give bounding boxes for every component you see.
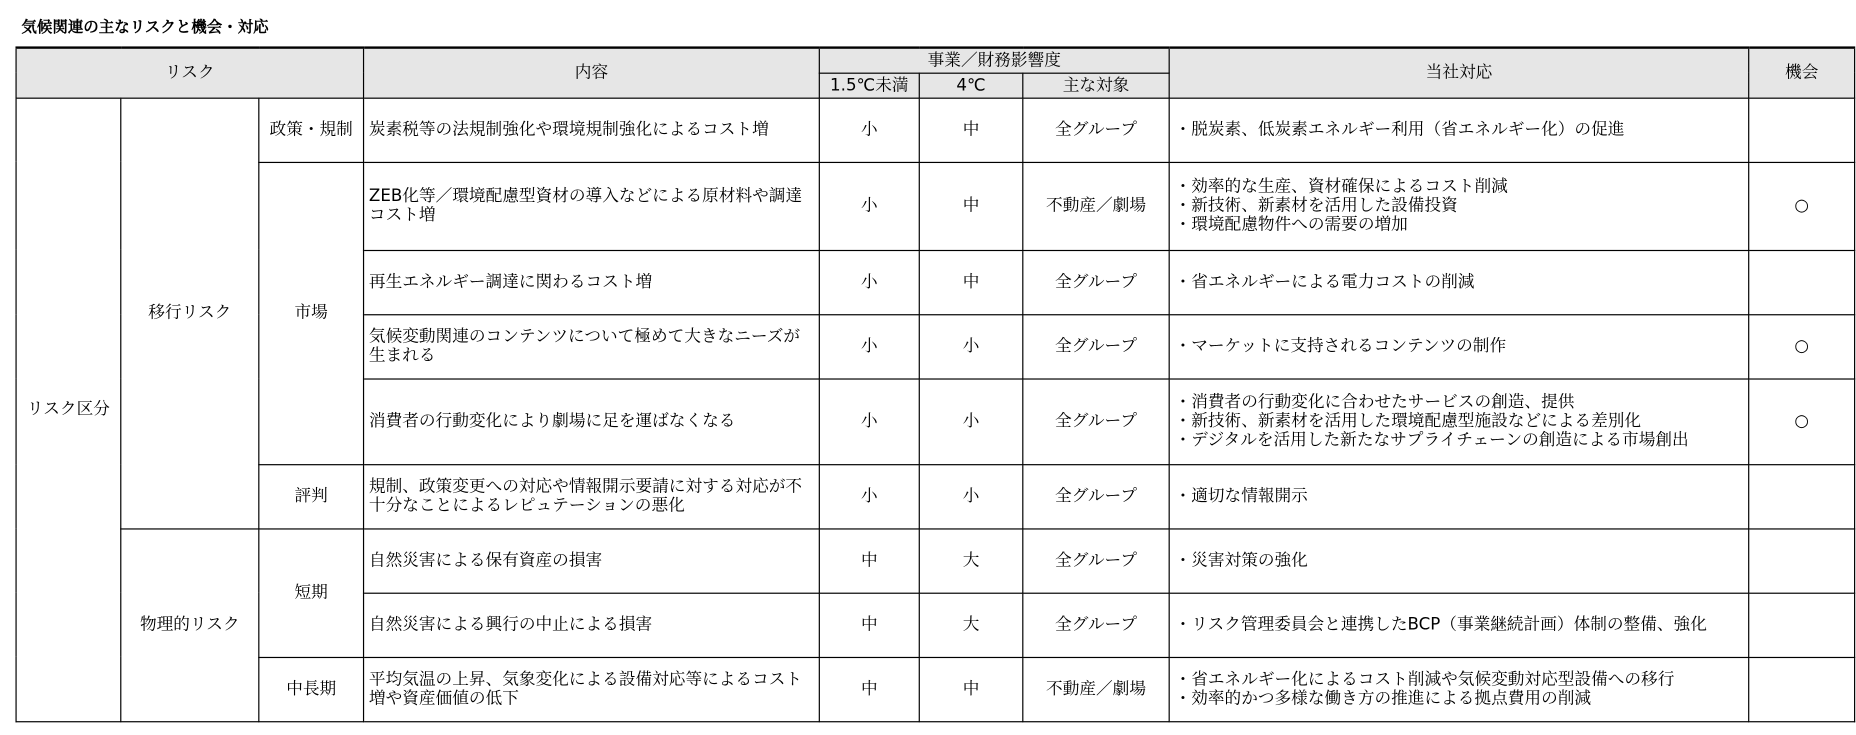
- response-cell: [1169, 657, 1749, 721]
- impact-1-5c: 小: [819, 464, 919, 528]
- header-impact-4c: 4℃: [919, 73, 1023, 98]
- opportunity-mark: [1749, 250, 1855, 314]
- risk-content: 自然災害による保有資産の損害: [364, 528, 820, 592]
- header-response: 当社対応: [1169, 48, 1749, 98]
- impact-1-5c: 小: [819, 98, 919, 162]
- response-line: ・マーケットに支持されるコンテンツの制作: [1174, 336, 1507, 356]
- impact-target: 不動産／劇場: [1023, 657, 1169, 721]
- impact-1-5c: 小: [819, 250, 919, 314]
- impact-4c: 中: [919, 98, 1023, 162]
- response-line: ・デジタルを活用した新たなサプライチェーンの創造による市場創出: [1174, 430, 1689, 450]
- risk-content: 平均気温の上昇、気象変化による設備対応等によるコスト増や資産価値の低下: [364, 657, 820, 721]
- risk-content: 自然災害による興行の中止による損害: [364, 593, 820, 657]
- impact-target: 全グループ: [1023, 250, 1169, 314]
- risk-content: 規制、政策変更への対応や情報開示要請に対する対応が不十分なことによるレピュテーションの悪化: [364, 464, 820, 528]
- opportunity-mark: [1749, 593, 1855, 657]
- risk-content: 気候変動関連のコンテンツについて極めて大きなニーズが生まれる: [364, 314, 820, 378]
- header-impact: 事業／財務影響度: [819, 48, 1169, 73]
- subcategory-policy: 政策・規制: [259, 98, 364, 162]
- response-line: ・消費者の行動変化に合わせたサービスの創造、提供: [1174, 392, 1575, 412]
- opportunity-mark: [1749, 464, 1855, 528]
- transition-risk-label: 移行リスク: [121, 98, 259, 529]
- opportunity-mark: ○: [1749, 162, 1855, 250]
- header-opportunity: 機会: [1749, 48, 1855, 98]
- table-row: [16, 464, 1855, 528]
- impact-4c: 大: [919, 593, 1023, 657]
- response-cell: [1169, 593, 1749, 657]
- response-line: ・新技術、新素材を活用した環境配慮型施設などによる差別化: [1174, 411, 1642, 431]
- header-content: 内容: [364, 48, 820, 98]
- subcategory-short-term: 短期: [259, 528, 364, 657]
- impact-1-5c: 小: [819, 314, 919, 378]
- impact-target: 全グループ: [1023, 464, 1169, 528]
- risk-content: 炭素税等の法規制強化や環境規制強化によるコスト増: [364, 98, 820, 162]
- response-cell: [1169, 314, 1749, 378]
- impact-target: 全グループ: [1023, 378, 1169, 464]
- climate-risk-table: [15, 46, 1855, 721]
- opportunity-mark: ○: [1749, 314, 1855, 378]
- risk-category-label: リスク区分: [16, 98, 121, 722]
- response-line: ・省エネルギー化によるコスト削減や気候変動対応型設備への移行: [1174, 669, 1675, 690]
- impact-1-5c: 小: [819, 162, 919, 250]
- impact-4c: 中: [919, 657, 1023, 721]
- impact-1-5c: 中: [819, 593, 919, 657]
- subcategory-market: 市場: [259, 162, 364, 464]
- risk-content: ZEB化等／環境配慮型資材の導入などによる原材料や調達コスト増: [364, 162, 820, 250]
- table-row: [16, 98, 1855, 162]
- response-cell: [1169, 98, 1749, 162]
- header-impact-target: 主な対象: [1023, 73, 1169, 98]
- subcategory-reputation: 評判: [259, 464, 364, 528]
- physical-risk-label: 物理的リスク: [121, 528, 259, 721]
- impact-1-5c: 中: [819, 657, 919, 721]
- impact-target: 全グループ: [1023, 593, 1169, 657]
- table-row: [16, 162, 1855, 250]
- opportunity-mark: [1749, 98, 1855, 162]
- impact-4c: 小: [919, 314, 1023, 378]
- response-line: ・省エネルギーによる電力コストの削減: [1174, 272, 1475, 292]
- response-line: ・脱炭素、低炭素エネルギー利用（省エネルギー化）の促進: [1174, 120, 1625, 140]
- impact-target: 不動産／劇場: [1023, 162, 1169, 250]
- opportunity-mark: [1749, 657, 1855, 721]
- page-title: 気候関連の主なリスクと機会・対応: [21, 19, 269, 37]
- response-cell: [1169, 528, 1749, 592]
- response-cell: [1169, 464, 1749, 528]
- impact-target: 全グループ: [1023, 314, 1169, 378]
- risk-content: 消費者の行動変化により劇場に足を運ばなくなる: [364, 378, 820, 464]
- response-line: ・新技術、新素材を活用した設備投資: [1174, 196, 1458, 216]
- impact-4c: 大: [919, 528, 1023, 592]
- impact-target: 全グループ: [1023, 98, 1169, 162]
- risk-content: 再生エネルギー調達に関わるコスト増: [364, 250, 820, 314]
- response-line: ・リスク管理委員会と連携したBCP（事業継続計画）体制の整備、強化: [1174, 615, 1707, 635]
- opportunity-mark: ○: [1749, 378, 1855, 464]
- response-line: ・環境配慮物件への需要の増加: [1174, 215, 1408, 235]
- impact-4c: 中: [919, 250, 1023, 314]
- impact-1-5c: 中: [819, 528, 919, 592]
- impact-1-5c: 小: [819, 378, 919, 464]
- response-line: ・災害対策の強化: [1174, 550, 1308, 571]
- header-impact-1-5c: 1.5℃未満: [819, 73, 919, 98]
- response-line: ・効率的かつ多様な働き方の推進による拠点費用の削減: [1174, 689, 1592, 709]
- response-line: ・効率的な生産、資材確保によるコスト削減: [1174, 177, 1508, 197]
- table-row: [16, 528, 1855, 592]
- header-risk: リスク: [16, 48, 363, 98]
- response-cell: [1169, 162, 1749, 250]
- response-cell: [1169, 378, 1749, 464]
- impact-4c: 小: [919, 464, 1023, 528]
- response-cell: [1169, 250, 1749, 314]
- opportunity-mark: [1749, 528, 1855, 592]
- impact-4c: 中: [919, 162, 1023, 250]
- subcategory-long-term: 中長期: [259, 657, 364, 721]
- response-line: ・適切な情報開示: [1174, 486, 1308, 506]
- table-row: [16, 657, 1855, 721]
- impact-4c: 小: [919, 378, 1023, 464]
- impact-target: 全グループ: [1023, 528, 1169, 592]
